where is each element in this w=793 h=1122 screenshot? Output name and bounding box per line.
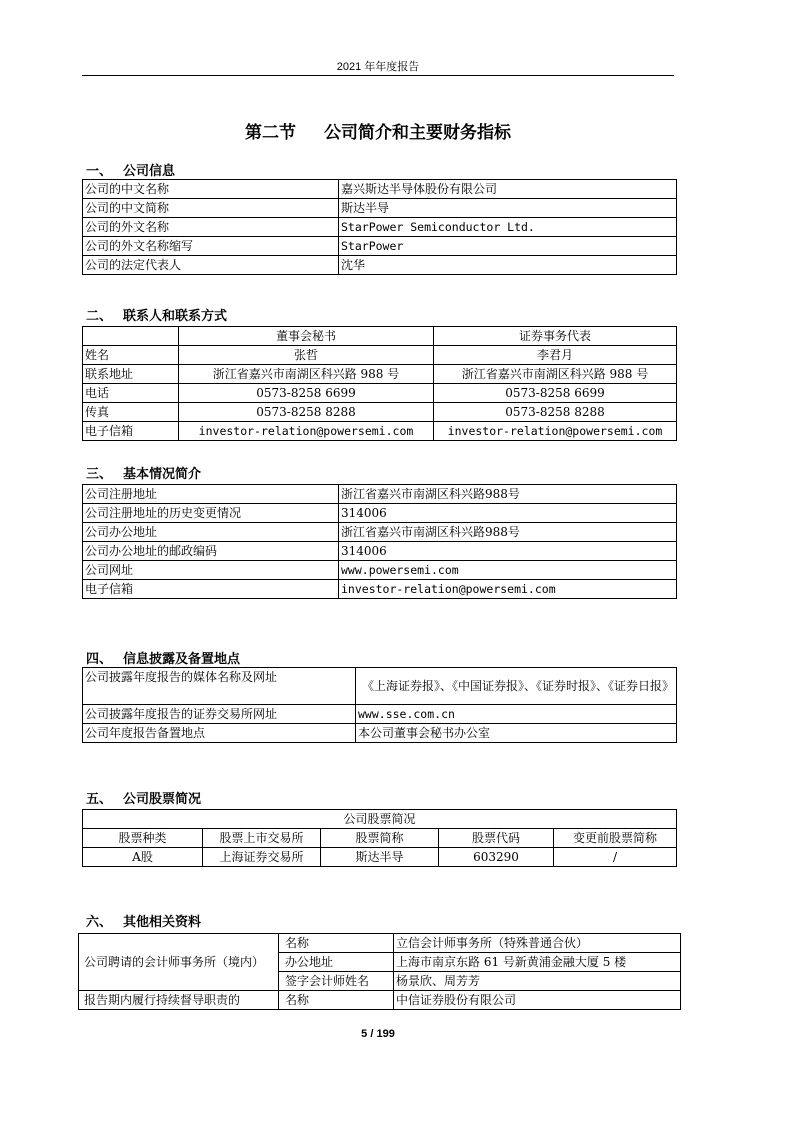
cell-label: 公司注册地址 <box>83 485 339 504</box>
contacts-table <box>82 326 677 441</box>
cell-value: 《上海证券报》、《中国证券报》、《证券时报》、《证券日报》 <box>356 668 677 705</box>
table-row <box>83 848 677 867</box>
cell-value: 张哲 <box>179 346 434 365</box>
cell-value: www.sse.com.cn <box>356 705 677 724</box>
cell-value: 浙江省嘉兴市南湖区科兴路 988 号 <box>434 365 677 384</box>
cell-value: 沈华 <box>339 256 677 275</box>
basic-info-table <box>82 484 677 599</box>
table-row <box>83 256 677 275</box>
title-text: 公司简介和主要财务指标 <box>324 123 511 143</box>
table-row <box>79 934 681 953</box>
page-header: 2021 年年度报告 <box>336 61 420 73</box>
cell-label: 报告期内履行持续督导职责的 <box>79 991 279 1010</box>
cell-value: / <box>554 848 677 867</box>
section-heading-other: 六、 其他相关资料 <box>86 915 202 930</box>
column-header: 证券事务代表 <box>434 327 677 346</box>
cell-value: 314006 <box>339 542 677 561</box>
cell-label: 办公地址 <box>279 953 394 972</box>
table-title-row <box>83 810 677 829</box>
cell-value: StarPower Semiconductor Ltd. <box>339 218 677 237</box>
cell-label: 公司的外文名称 <box>83 218 339 237</box>
cell-value: 上海证券交易所 <box>203 848 321 867</box>
table-row <box>83 237 677 256</box>
table-row <box>83 199 677 218</box>
column-header: 股票上市交易所 <box>203 829 321 848</box>
table-row <box>83 580 677 599</box>
table-row <box>83 422 677 441</box>
table-row <box>83 724 677 743</box>
table-header-row <box>83 327 677 346</box>
column-header: 董事会秘书 <box>179 327 434 346</box>
cell-value: 上海市南京东路 61 号新黄浦金融大厦 5 楼 <box>394 953 681 972</box>
cell-label: 公司聘请的会计师事务所（境内） <box>79 934 279 991</box>
table-row <box>83 485 677 504</box>
cell-value: 浙江省嘉兴市南湖区科兴路 988 号 <box>179 365 434 384</box>
table-row <box>79 991 681 1010</box>
page-title <box>82 118 674 143</box>
cell-label: 公司办公地址的邮政编码 <box>83 542 339 561</box>
cell-label: 公司的中文简称 <box>83 199 339 218</box>
header-rule <box>82 75 674 76</box>
company-info-table <box>82 179 677 275</box>
cell-label: 公司注册地址的历史变更情况 <box>83 504 339 523</box>
column-header: 变更前股票简称 <box>554 829 677 848</box>
table-row <box>83 365 677 384</box>
cell-value: www.powersemi.com <box>339 561 677 580</box>
cell-label: 公司披露年度报告的证券交易所网址 <box>83 705 356 724</box>
cell-label: 名称 <box>279 934 394 953</box>
table-row <box>83 180 677 199</box>
table-row <box>83 218 677 237</box>
page-number: 5 / 199 <box>361 1028 395 1040</box>
cell-value: 浙江省嘉兴市南湖区科兴路988号 <box>339 523 677 542</box>
cell-value: 0573-8258 6699 <box>434 384 677 403</box>
cell-value: 本公司董事会秘书办公室 <box>356 724 677 743</box>
cell-value: 杨景欣、周芳芳 <box>394 972 681 991</box>
other-info-table <box>78 933 681 1010</box>
cell-label: 电话 <box>83 384 179 403</box>
table-header-row <box>83 829 677 848</box>
cell-label: 公司的外文名称缩写 <box>83 237 339 256</box>
table-title: 公司股票简况 <box>83 810 677 829</box>
cell-value: StarPower <box>339 237 677 256</box>
cell-label: 公司年度报告备置地点 <box>83 724 356 743</box>
cell-value: 浙江省嘉兴市南湖区科兴路988号 <box>339 485 677 504</box>
cell-value: investor-relation@powersemi.com <box>179 422 434 441</box>
title-section-number: 第二节 <box>245 123 296 143</box>
table-row <box>83 504 677 523</box>
cell-value: A股 <box>83 848 203 867</box>
cell-label: 名称 <box>279 991 394 1010</box>
cell-value: investor-relation@powersemi.com <box>434 422 677 441</box>
cell-label: 公司网址 <box>83 561 339 580</box>
cell-label: 公司的法定代表人 <box>83 256 339 275</box>
section-heading-basic-info: 三、 基本情况简介 <box>86 467 202 482</box>
cell-value: 314006 <box>339 504 677 523</box>
table-row <box>83 346 677 365</box>
section-heading-disclosure: 四、 信息披露及备置地点 <box>86 652 241 667</box>
cell-value: 嘉兴斯达半导体股份有限公司 <box>339 180 677 199</box>
table-row <box>83 523 677 542</box>
cell-label: 联系地址 <box>83 365 179 384</box>
cell-label: 传真 <box>83 403 179 422</box>
table-row <box>83 403 677 422</box>
cell-value: 立信会计师事务所（特殊普通合伙） <box>394 934 681 953</box>
table-row <box>83 561 677 580</box>
cell-value: 斯达半导 <box>321 848 439 867</box>
section-heading-company-info: 一、 公司信息 <box>86 164 176 179</box>
column-header: 股票种类 <box>83 829 203 848</box>
table-row <box>83 705 677 724</box>
cell-value: 0573-8258 8288 <box>179 403 434 422</box>
cell-label: 签字会计师姓名 <box>279 972 394 991</box>
table-row <box>83 668 677 705</box>
cell-value: 斯达半导 <box>339 199 677 218</box>
column-header: 股票代码 <box>439 829 554 848</box>
cell-value: 中信证券股份有限公司 <box>394 991 681 1010</box>
cell-value: 0573-8258 8288 <box>434 403 677 422</box>
cell-value: investor-relation@powersemi.com <box>339 580 677 599</box>
cell-label: 电子信箱 <box>83 580 339 599</box>
cell-label: 公司的中文名称 <box>83 180 339 199</box>
cell-label: 公司披露年度报告的媒体名称及网址 <box>83 668 356 705</box>
section-heading-stock: 五、 公司股票简况 <box>86 792 202 807</box>
cell-label: 姓名 <box>83 346 179 365</box>
cell-label: 公司办公地址 <box>83 523 339 542</box>
table-row <box>83 384 677 403</box>
stock-table <box>82 809 677 867</box>
cell-value: 李君月 <box>434 346 677 365</box>
table-row <box>83 542 677 561</box>
column-header: 股票简称 <box>321 829 439 848</box>
section-heading-contacts: 二、 联系人和联系方式 <box>86 309 228 324</box>
cell-value: 0573-8258 6699 <box>179 384 434 403</box>
disclosure-table <box>82 667 677 743</box>
cell-label: 电子信箱 <box>83 422 179 441</box>
cell-value: 603290 <box>439 848 554 867</box>
